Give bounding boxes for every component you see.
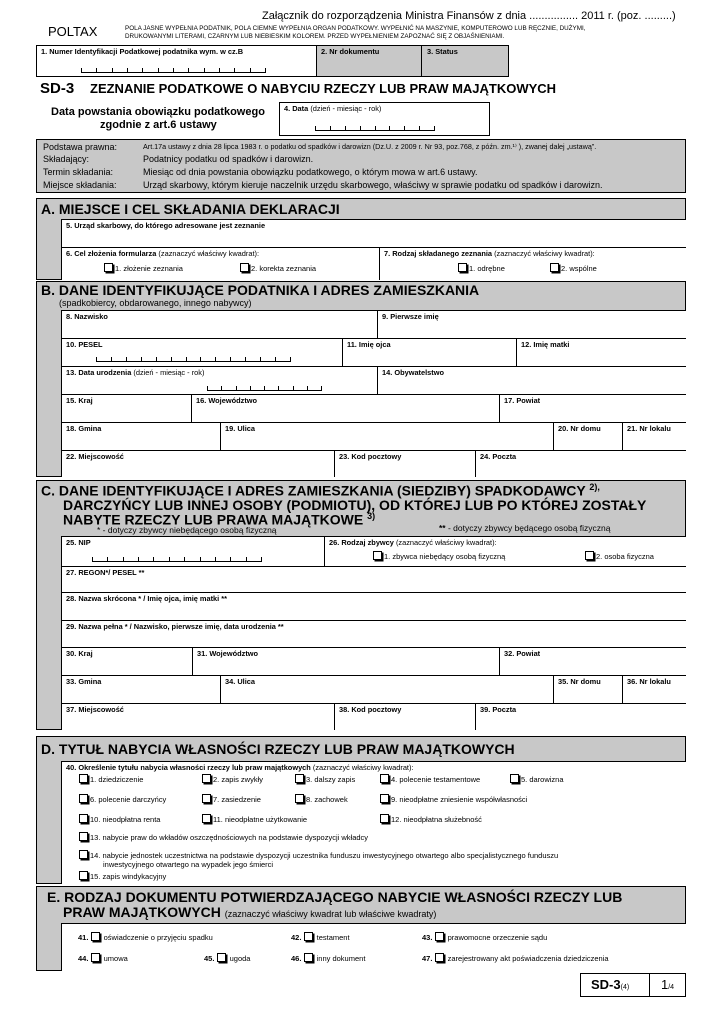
digit-tick: [200, 557, 201, 561]
option-5[interactable]: 5. darowizna: [510, 774, 564, 784]
field-19[interactable]: 19. Ulica: [220, 422, 553, 450]
field-40: 40. Określenie tytułu nabycia własności rzeczy lub praw majątkowych (zaznaczyć właściwy kwadrat): 1. dziedziczenie 2. zapis zwykły 3. dalszy zapis 4. polecenie testamentowe 5. darowizna 6. polecenie darczyńcy 7. zasiedzenie 8. zachowek 9. nieodpłatne zniesienie współwłasności 10. nieodpłatna renta 11. nieodpłatne użytkowanie 12. nieodpłatna służebność 13. nabycie praw do wkładów oszczędnościowych na podstawie dyspozycji wkładcy 14. nabycie jednostek uczestnictwa na podstawie dyspozycji uczestnika funduszu inwestycyjnego otwartego albo specjalistycznego funduszu inwestycyjnego otwartego na wypadek jego śmierci 15. zapis windykacyjny: [61, 761, 686, 884]
field-30[interactable]: 30. Kraj: [61, 647, 192, 675]
digit-tick: [260, 357, 261, 361]
digit-tick: [169, 557, 170, 561]
field-7-type: 7. Rodzaj składanego zeznania (zaznaczyć właściwy kwadrat): 1. odrębne 2. wspólne: [379, 247, 686, 280]
doc-42[interactable]: 42. testament: [291, 933, 350, 942]
field-25[interactable]: 25. NIP: [61, 536, 324, 566]
option-14-continued: inwestycyjnego otwartego na wypadek jego śmierci: [103, 860, 274, 869]
field-35[interactable]: 35. Nr domu: [553, 675, 622, 703]
checkbox[interactable]: [304, 932, 313, 941]
checkbox[interactable]: [458, 263, 467, 272]
digit-tick: [141, 357, 142, 361]
annex-text: Załącznik do rozporządzenia Ministra Finansów z dnia ................ 2011 r. (poz. .........): [262, 10, 676, 22]
field-22[interactable]: 22. Miejscowość: [61, 450, 334, 477]
field-13[interactable]: 13. Data urodzenia (dzień - miesiąc - rok): [61, 366, 377, 394]
doc-43[interactable]: 43. prawomocne orzeczenie sądu: [422, 933, 548, 942]
digit-tick: [245, 357, 246, 361]
option-1[interactable]: 1. dziedziczenie: [79, 774, 143, 784]
digit-tick: [92, 557, 93, 561]
checkbox[interactable]: [217, 953, 226, 962]
option-7[interactable]: 7. zasiedzenie: [202, 794, 261, 804]
checkbox[interactable]: [380, 814, 389, 823]
digit-tick: [138, 557, 139, 561]
checkbox[interactable]: [380, 774, 389, 783]
checkbox[interactable]: [202, 774, 211, 783]
option-correction[interactable]: 2. korekta zeznania: [240, 263, 316, 273]
digit-tick: [156, 357, 157, 361]
doc-46[interactable]: 46. inny dokument: [291, 954, 366, 963]
checkbox[interactable]: [202, 794, 211, 803]
checkbox[interactable]: [295, 794, 304, 803]
option-6[interactable]: 6. polecenie darczyńcy: [79, 794, 166, 804]
header-fields-row: [36, 45, 509, 77]
doc-41[interactable]: 41. oświadczenie o przyjęciu spadku: [78, 933, 213, 942]
digit-tick: [321, 386, 322, 390]
digit-tick: [204, 68, 205, 72]
digit-tick: [81, 68, 82, 72]
document-types: [61, 923, 686, 971]
field-17[interactable]: 17. Powiat: [499, 394, 686, 422]
date-label-2: zgodnie z art.6 ustawy: [100, 119, 217, 131]
digit-tick: [153, 557, 154, 561]
field-14[interactable]: 14. Obywatelstwo: [377, 366, 686, 394]
field-3-label: 3. Status: [427, 47, 458, 56]
digit-tick: [186, 357, 187, 361]
field-32[interactable]: 32. Powiat: [499, 647, 686, 675]
section-b-subtitle: (spadkobiercy, obdarowanego, innego nabywcy): [59, 298, 252, 308]
option-13[interactable]: 13. nabycie praw do wkładów oszczędnościowych na podstawie dyspozycji wkładcy: [79, 832, 368, 842]
digit-tick: [127, 68, 128, 72]
doc-44[interactable]: 44. umowa: [78, 954, 128, 963]
option-9[interactable]: 9. nieodpłatne zniesienie współwłasności: [380, 794, 527, 804]
basis-block: Podstawa prawna: Art.17a ustawy z dnia 28 lipca 1983 r. o podatku od spadków i darowizn (Dz.U. z 2009 r. Nr 93, poz.768, z późn. zm.¹⁾ ), zwanej dalej „ustawą”. Składający: Podatnicy podatku od spadków i darowizn. Termin składania: Miesiąc od dnia powstania obowiązku podatkowego, o którym mowa w art.6 ustawy. Miejsce składania: Urząd skarbowy, którym kieruje naczelnik urzędu skarbowego, właściwy w sprawie podatku od spadków i darowizn.: [36, 139, 686, 193]
digit-tick: [315, 126, 316, 130]
field-37[interactable]: 37. Miejscowość: [61, 703, 334, 730]
checkbox[interactable]: [79, 850, 88, 859]
checkbox[interactable]: [79, 794, 88, 803]
option-8[interactable]: 8. zachowek: [295, 794, 348, 804]
digit-tick: [236, 386, 237, 390]
checkbox[interactable]: [585, 551, 594, 560]
checkbox[interactable]: [435, 932, 444, 941]
section-c-title-3: NABYTE RZECZY LUB PRAWA MAJĄTKOWE $^{3)}$: [63, 511, 376, 528]
note-natural: ** - dotyczy zbywcy będącego osobą fizyczną: [439, 523, 611, 533]
field-2-label: 2. Nr dokumentu: [321, 47, 380, 56]
field-6-purpose: 6. Cel złożenia formularza (zaznaczyć właściwy kwadrat): 1. złożenie zeznania 2. korekta zeznania: [61, 247, 379, 280]
digit-tick: [345, 126, 346, 130]
field-5-tax-office[interactable]: 5. Urząd skarbowy, do którego adresowane jest zeznanie: [61, 219, 686, 247]
field-38[interactable]: 38. Kod pocztowy: [334, 703, 475, 730]
digit-tick: [293, 386, 294, 390]
field-27[interactable]: 27. REGON*/ PESEL **: [61, 566, 686, 592]
digit-tick: [171, 357, 172, 361]
field-4-date[interactable]: 4. Data (dzień - miesiąc - rok): [279, 102, 490, 136]
instructions-line-1: POLA JASNE WYPEŁNIA PODATNIK, POLA CIEMNE WYPEŁNIA ORGAN PODATKOWY. WYPEŁNIĆ NA MASZYNIE, KOMPUTEROWO LUB RĘCZNIE, DUŻYMI,: [125, 25, 586, 32]
field-29[interactable]: 29. Nazwa pełna * / Nazwisko, pierwsze imię, data urodzenia **: [61, 620, 686, 647]
option-11[interactable]: 11. nieodpłatne użytkowanie: [202, 814, 307, 824]
field-8[interactable]: 8. Nazwisko: [61, 310, 377, 338]
field-23[interactable]: 23. Kod pocztowy: [334, 450, 475, 477]
digit-tick: [221, 386, 222, 390]
option-natural[interactable]: 2. osoba fizyczna: [585, 551, 654, 561]
checkbox[interactable]: [295, 774, 304, 783]
checkbox[interactable]: [435, 953, 444, 962]
field-1-nip[interactable]: 1. Numer Identyfikacji Podatkowej podatnika wym. w cz.B: [37, 46, 317, 76]
digit-tick: [158, 68, 159, 72]
section-e: [36, 886, 686, 971]
doc-47[interactable]: 47. zarejestrowany akt poświadczenia dziedziczenia: [422, 954, 609, 963]
instructions-line-2: DRUKOWANYMI LITERAMI, CZARNYM LUB NIEBIESKIM KOLOREM. PRZED WYPEŁNIENIEM ZAPOZNAĆ SIĘ Z OBJAŚNIENIAMI.: [125, 33, 505, 40]
option-separate[interactable]: 1. odrębne: [458, 263, 505, 273]
section-a: [36, 198, 686, 280]
digit-tick: [200, 357, 201, 361]
digit-tick: [330, 126, 331, 130]
option-joint[interactable]: 2. wspólne: [550, 263, 597, 273]
option-3[interactable]: 3. dalszy zapis: [295, 774, 355, 784]
digit-tick: [278, 386, 279, 390]
digit-tick: [234, 68, 235, 72]
date-guides: [315, 126, 435, 131]
section-c: [36, 480, 686, 730]
field-34[interactable]: 34. Ulica: [220, 675, 553, 703]
field-16[interactable]: 16. Województwo: [191, 394, 499, 422]
digit-tick: [96, 68, 97, 72]
digit-tick: [111, 357, 112, 361]
digit-tick: [126, 357, 127, 361]
checkbox[interactable]: [380, 794, 389, 803]
field-18[interactable]: 18. Gmina: [61, 422, 220, 450]
section-e-title-1: E. RODZAJ DOKUMENTU POTWIERDZAJĄCEGO NABYCIE WŁASNOŚCI RZECZY LUB: [47, 889, 623, 905]
field-28[interactable]: 28. Nazwa skrócona * / Imię ojca, imię matki **: [61, 592, 686, 620]
option-4[interactable]: 4. polecenie testamentowe: [380, 774, 480, 784]
note-non-natural: * - dotyczy zbywcy niebędącego osobą fizyczną: [97, 525, 277, 535]
digit-tick: [375, 126, 376, 130]
checkbox[interactable]: [91, 953, 100, 962]
digit-tick: [142, 68, 143, 72]
field-39[interactable]: 39. Poczta: [475, 703, 686, 730]
digit-tick: [219, 68, 220, 72]
digit-tick: [307, 386, 308, 390]
doc-45[interactable]: 45. ugoda: [204, 954, 251, 963]
digit-tick: [112, 68, 113, 72]
field-21[interactable]: 21. Nr lokalu: [622, 422, 686, 450]
digit-tick: [250, 386, 251, 390]
digit-tick: [230, 357, 231, 361]
checkbox[interactable]: [79, 871, 88, 880]
section-b: [36, 281, 686, 477]
poltax-label: POLTAX: [48, 24, 98, 39]
digit-tick: [184, 557, 185, 561]
checkbox[interactable]: [240, 263, 249, 272]
checkbox[interactable]: [79, 814, 88, 823]
checkbox[interactable]: [304, 953, 313, 962]
option-15[interactable]: 15. zapis windykacyjny: [79, 871, 166, 881]
field-33[interactable]: 33. Gmina: [61, 675, 220, 703]
field-36[interactable]: 36. Nr lokalu: [622, 675, 686, 703]
section-d: [36, 736, 686, 884]
date-label-1: Data powstania obowiązku podatkowego: [51, 106, 265, 118]
field-15[interactable]: 15. Kraj: [61, 394, 191, 422]
digit-tick: [389, 126, 390, 130]
checkbox[interactable]: [202, 814, 211, 823]
checkbox[interactable]: [91, 932, 100, 941]
option-10[interactable]: 10. nieodpłatna renta: [79, 814, 160, 824]
option-non-natural[interactable]: 1. zbywca niebędący osobą fizyczną: [373, 551, 505, 561]
form-title: ZEZNANIE PODATKOWE O NABYCIU RZECZY LUB PRAW MAJĄTKOWYCH: [90, 81, 557, 96]
digit-tick: [290, 357, 291, 361]
section-b-title: B. DANE IDENTYFIKUJĄCE PODATNIKA I ADRES ZAMIESZKANIA: [41, 282, 480, 298]
digit-tick: [123, 557, 124, 561]
form-code: SD-3: [40, 80, 75, 97]
nip-digit-guides: [81, 68, 266, 73]
digit-tick: [264, 386, 265, 390]
field-12[interactable]: 12. Imię matki: [516, 338, 686, 366]
checkbox[interactable]: [510, 774, 519, 783]
digit-tick: [265, 68, 266, 72]
field-31[interactable]: 31. Województwo: [192, 647, 499, 675]
field-9[interactable]: 9. Pierwsze imię: [377, 310, 686, 338]
field-20[interactable]: 20. Nr domu: [553, 422, 622, 450]
digit-tick: [261, 557, 262, 561]
section-e-title-2: PRAW MAJĄTKOWYCH (zaznaczyć właściwy kwadrat lub właściwe kwadraty): [63, 904, 437, 920]
section-c-title-2: DARCZYŃCY LUB INNEJ OSOBY (PODMIOTU), OD KTÓREJ LUB PO KTÓREJ ZOSTAŁY: [63, 497, 647, 513]
option-12[interactable]: 12. nieodpłatna służebność: [380, 814, 482, 824]
checkbox[interactable]: [550, 263, 559, 272]
checkbox[interactable]: [79, 832, 88, 841]
digit-tick: [419, 126, 420, 130]
digit-tick: [96, 357, 97, 361]
option-2[interactable]: 2. zapis zwykły: [202, 774, 263, 784]
digit-tick: [230, 557, 231, 561]
digit-tick: [215, 357, 216, 361]
digit-tick: [404, 126, 405, 130]
checkbox[interactable]: [104, 263, 113, 272]
field-11[interactable]: 11. Imię ojca: [342, 338, 516, 366]
digit-tick: [275, 357, 276, 361]
checkbox[interactable]: [373, 551, 382, 560]
option-14[interactable]: 14. nabycie jednostek uczestnictwa na podstawie dyspozycji uczestnika funduszu inwestycyjnego otwartego albo specjalistycznego funduszu: [79, 850, 558, 860]
digit-tick: [360, 126, 361, 130]
digit-tick: [246, 557, 247, 561]
digit-tick: [107, 557, 108, 561]
field-26: 26. Rodzaj zbywcy (zaznaczyć właściwy kwadrat): 1. zbywca niebędący osobą fizyczną 2. osoba fizyczna: [324, 536, 686, 566]
digit-tick: [173, 68, 174, 72]
digit-tick: [188, 68, 189, 72]
section-d-title: D. TYTUŁ NABYCIA WŁASNOŚCI RZECZY LUB PRAW MAJĄTKOWYCH: [41, 741, 515, 757]
field-10[interactable]: 10. PESEL: [61, 338, 342, 366]
field-24[interactable]: 24. Poczta: [475, 450, 686, 477]
option-submission[interactable]: 1. złożenie zeznania: [104, 263, 183, 273]
footer-form-code: SD-3(4) 1/4: [580, 973, 686, 997]
digit-tick: [207, 386, 208, 390]
section-a-title: A. MIEJSCE I CEL SKŁADANIA DEKLARACJI: [41, 201, 340, 217]
digit-tick: [215, 557, 216, 561]
digit-tick: [250, 68, 251, 72]
section-c-title-1: C. DANE IDENTYFIKUJĄCE I ADRES ZAMIESZKANIA (SIEDZIBY) SPADKODAWCY $^{2),}$: [41, 482, 600, 499]
digit-tick: [434, 126, 435, 130]
checkbox[interactable]: [79, 774, 88, 783]
